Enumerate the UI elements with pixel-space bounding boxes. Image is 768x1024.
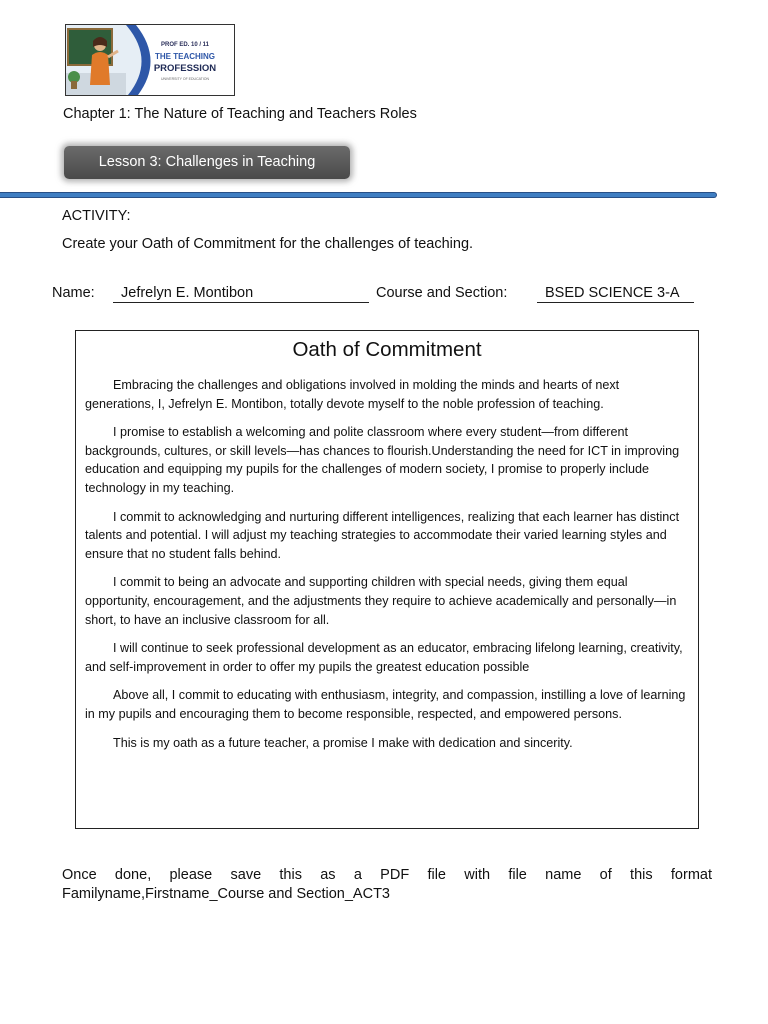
name-label: Name: — [52, 285, 95, 301]
logo-course-code: PROF ED. 10 / 11 — [160, 42, 210, 48]
oath-paragraph: I will continue to seek professional development as an educator, embracing lifelong learning, creativity, and self-improvement in order to offer my pupils the greatest education possible — [85, 641, 683, 674]
oath-paragraph: Above all, I commit to educating with enthusiasm, integrity, and compassion, instilling a love of learning in my pupils and encouraging them to become responsible, respected, and empowered persons. — [85, 688, 686, 721]
logo-title-line2: PROFESSION — [153, 63, 217, 74]
oath-paragraph: Embracing the challenges and obligations involved in molding the minds and hearts of next generations, I, Jefrelyn E. Montibon, totally devote myself to the noble profession of teaching. — [85, 378, 620, 411]
oath-paragraph: This is my oath as a future teacher, a promise I make with dedication and sincerity. — [113, 735, 573, 750]
footer-instruction — [62, 866, 712, 904]
footer-line-2: Familyname,Firstname_Course and Section_ACT3 — [62, 886, 390, 902]
course-logo-banner — [65, 24, 235, 96]
name-field[interactable]: Jefrelyn E. Montibon — [113, 285, 369, 303]
oath-paragraph: I commit to acknowledging and nurturing different intelligences, realizing that each learner has distinct talents and potential. I will adjust my teaching strategies to accommodate their varied learning styles and ensure that no student falls behind. — [85, 509, 680, 561]
section-divider — [0, 192, 717, 198]
logo-subtext: UNIVERSITY OF EDUCATION — [160, 77, 210, 81]
activity-instruction: Create your Oath of Commitment for the challenges of teaching. — [62, 236, 474, 252]
oath-box — [75, 330, 699, 829]
footer-line-1: Once done, please save this as a PDF file with file name of this format — [62, 867, 712, 883]
oath-paragraph: I commit to being an advocate and supporting children with special needs, giving them equal opportunity, encouragement, and the adjustments they require to achieve academically and personally—in short, to have an inclusive classroom for all. — [85, 575, 677, 627]
chapter-title: Chapter 1: The Nature of Teaching and Teachers Roles — [63, 106, 417, 122]
logo-title-line1: THE TEACHING — [155, 52, 215, 61]
course-section-field[interactable]: BSED SCIENCE 3-A — [537, 285, 694, 303]
course-section-label: Course and Section: — [376, 285, 508, 301]
activity-heading: ACTIVITY: — [62, 208, 131, 224]
lesson-label-banner: Lesson 3: Challenges in Teaching — [64, 146, 350, 179]
oath-title: Oath of Commitment — [292, 338, 482, 361]
oath-body — [85, 376, 689, 762]
oath-paragraph: I promise to establish a welcoming and polite classroom where every student—from different backgrounds, cultures, or skill levels—has chances to flourish.Understanding the need for ICT in improving education and equipping my pupils for the challenges of modern society, I promise to properly include technology in my teaching. — [85, 425, 680, 495]
